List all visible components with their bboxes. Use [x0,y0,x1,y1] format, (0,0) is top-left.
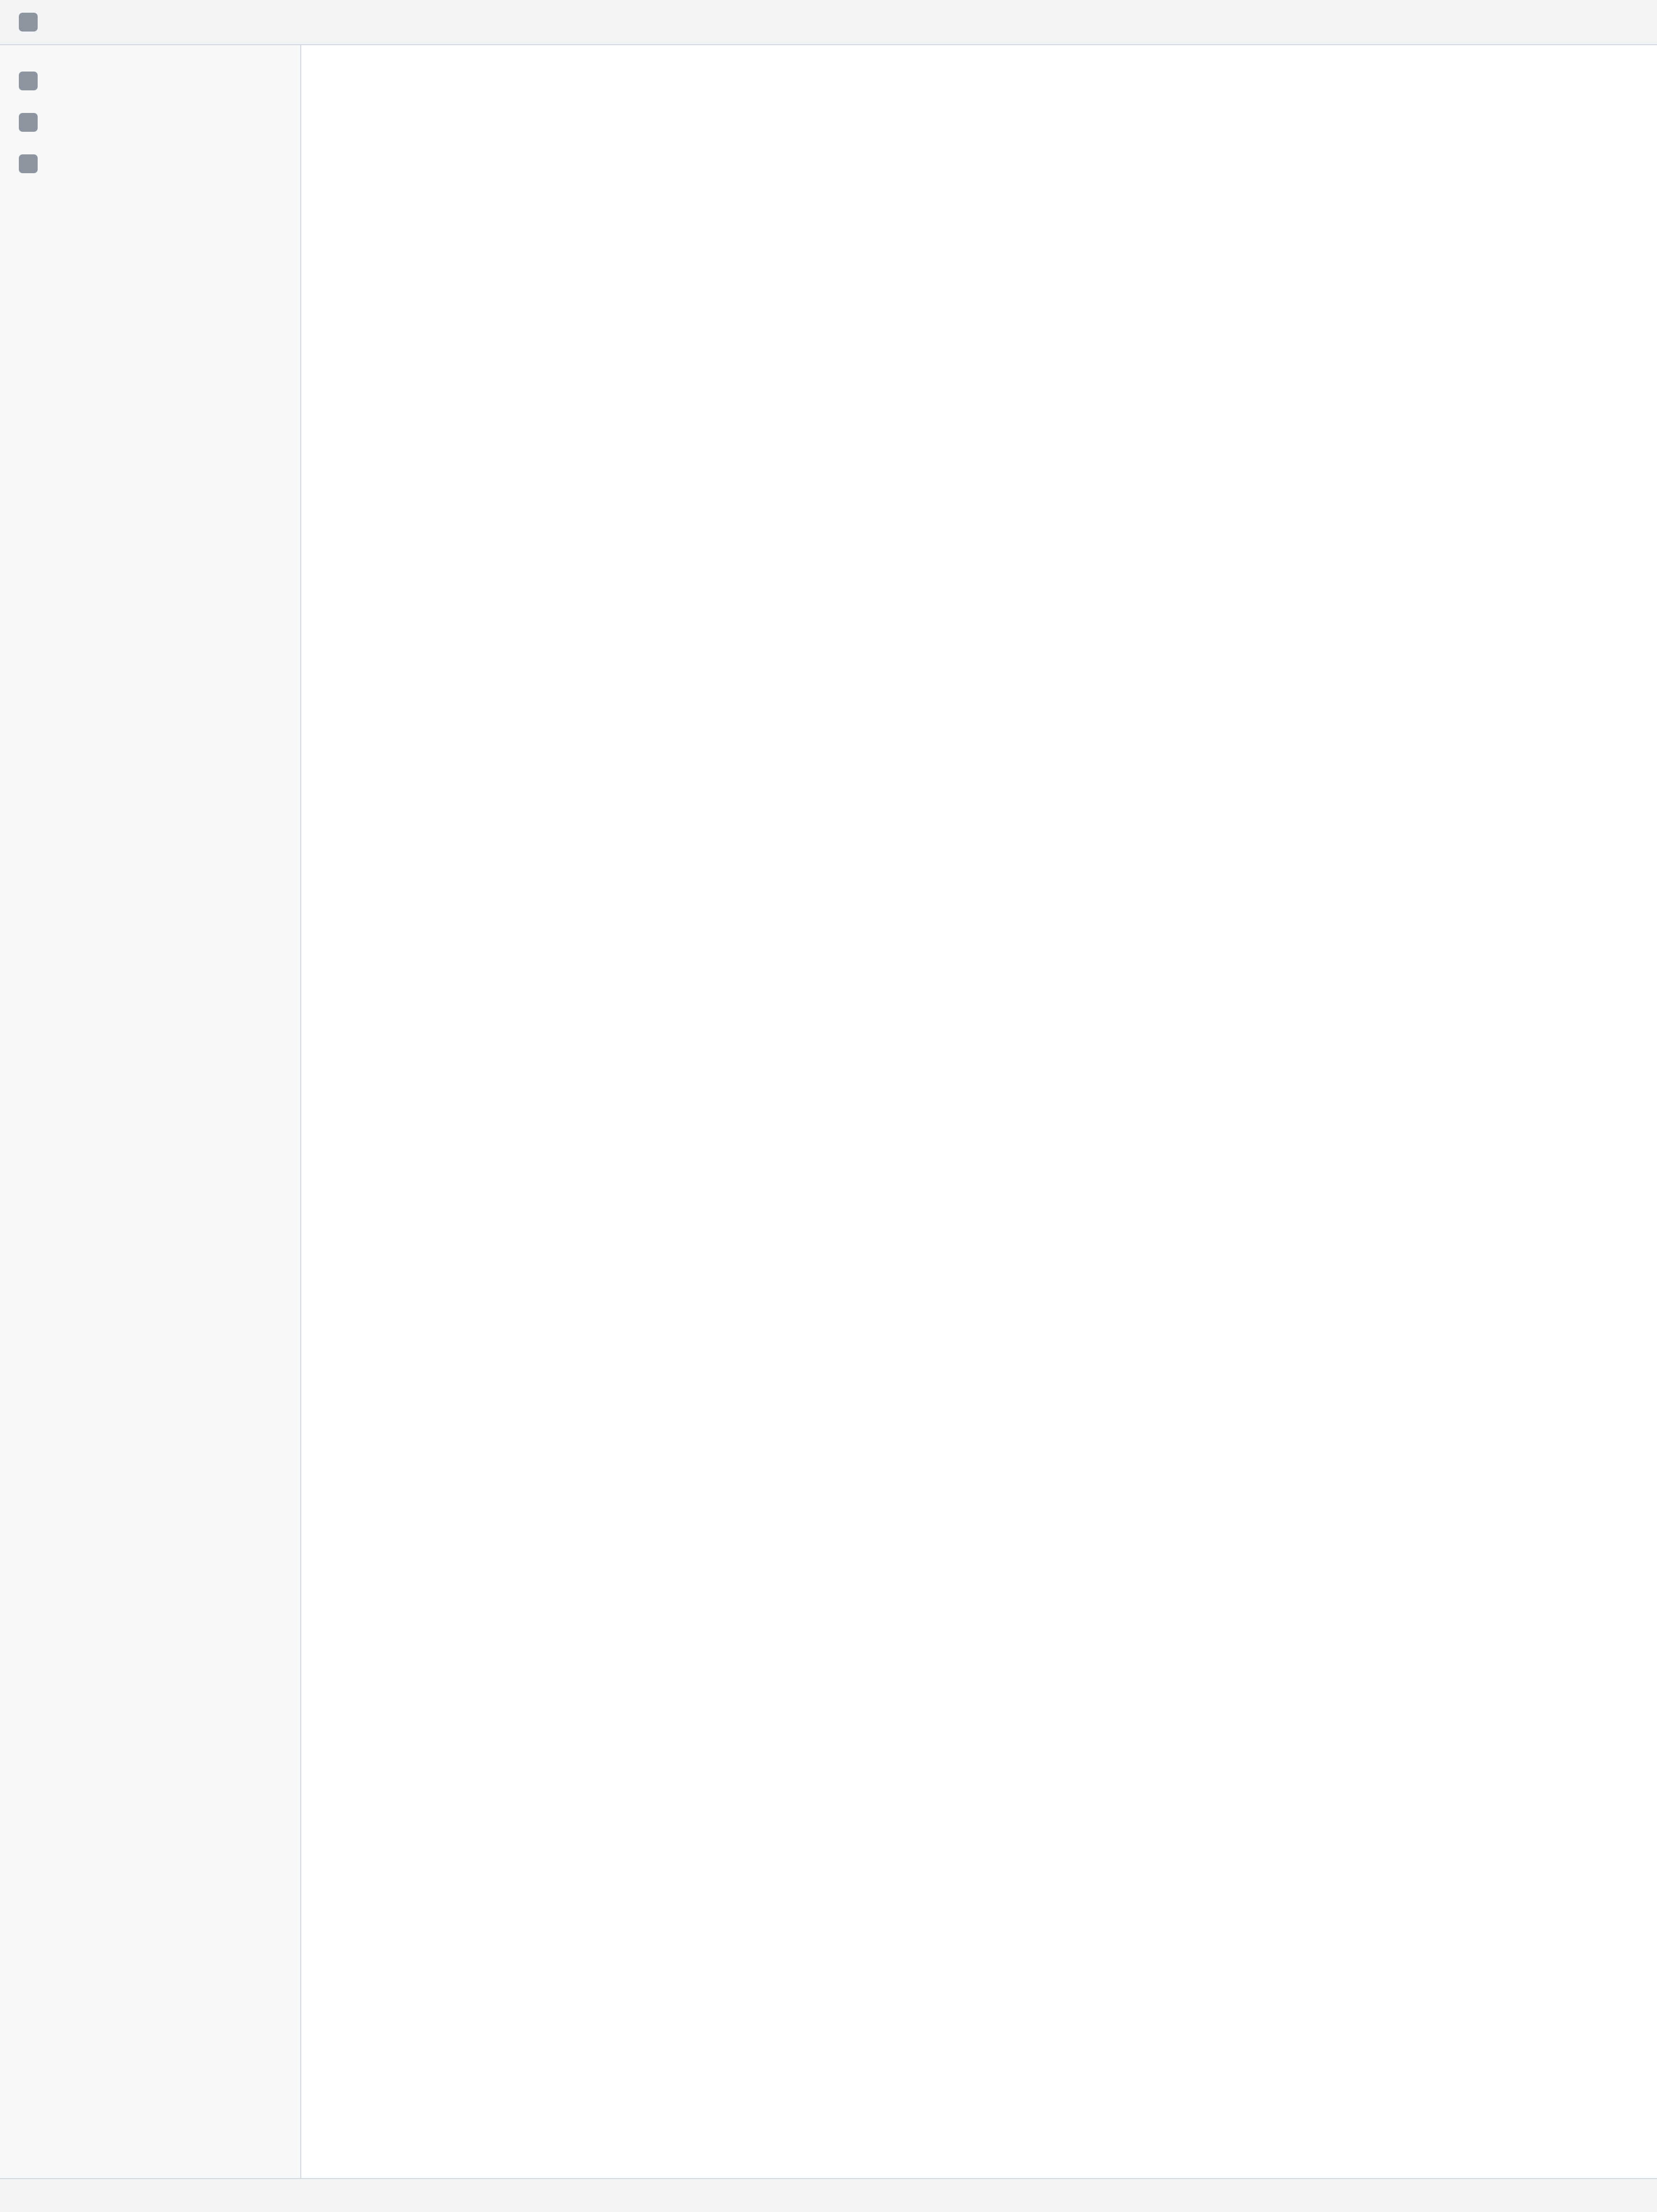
sidebar-item-icon [19,154,38,173]
app-icon [19,13,38,32]
sidebar-item-icon [19,72,38,90]
sidebar [0,45,301,2178]
status-bar [0,2178,1657,2212]
sidebar-item-icon [19,113,38,132]
sidebar-item[interactable] [0,60,300,102]
title-bar [0,0,1657,45]
sidebar-item[interactable] [0,143,300,184]
sidebar-item[interactable] [0,102,300,143]
main-content [301,45,1657,2178]
app-body [0,45,1657,2178]
